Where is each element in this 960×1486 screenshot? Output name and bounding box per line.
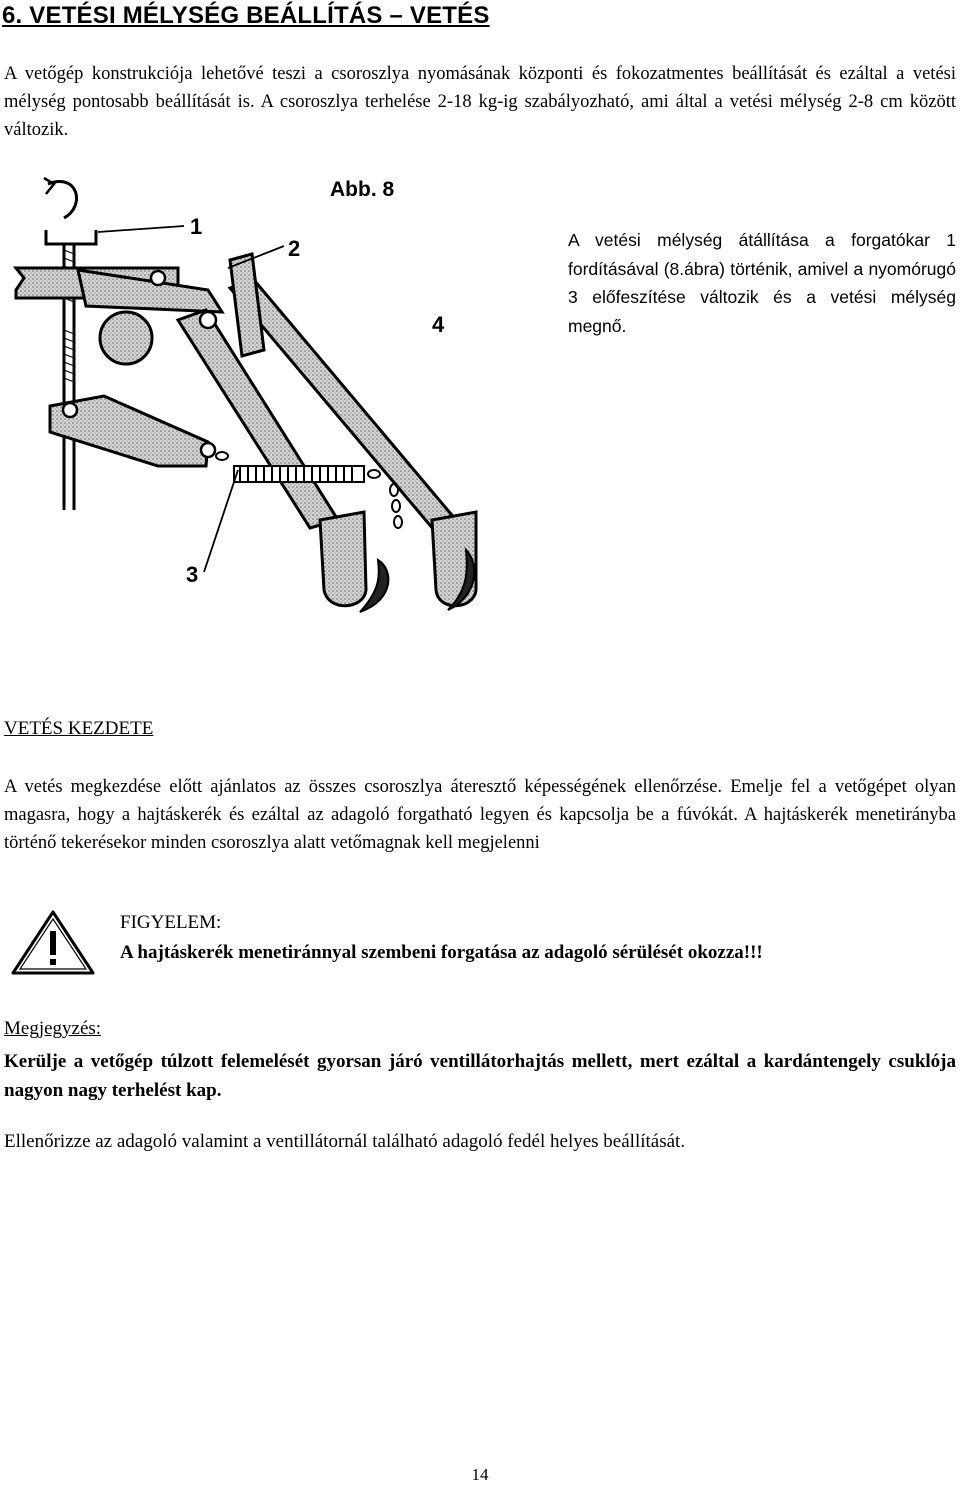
front-coulter-boot <box>320 512 366 606</box>
warning-title: FIGYELEM: <box>120 912 222 933</box>
callout-2: 2 <box>288 236 301 261</box>
section-title: 6. VETÉSI MÉLYSÉG BEÁLLÍTÁS – VETÉS <box>2 2 490 29</box>
callout-3: 3 <box>186 562 199 587</box>
rotation-arrow-icon <box>44 178 77 218</box>
callout-4: 4 <box>432 312 445 337</box>
sowing-start-paragraph: A vetés megkezdése előtt ajánlatos az összes csoroszlya áteresztő képességének ellenőrzése. Emelje fel a vetőgépet olyan magasra, hogy a hajtáskerék és ezáltal az adagoló forgatható legyen és kapcsolja be a fúvókát. A hajtáskerék menetirányba történő tekerésekor minden csoroszlya alatt vetőmagnak kell megjelenni <box>4 777 956 853</box>
callout-1: 1 <box>190 214 203 239</box>
note-text: Kerülje a vetőgép túlzott felemelését gyorsan járó ventillátorhajtás mellett, mert ezáltal a kardántengely csuklója nagyon nagy terhelést kap. <box>4 1051 956 1101</box>
closing-paragraph: Ellenőrizze az adagoló valamint a ventillátornál található adagoló fedél helyes beállítását. <box>4 1131 686 1152</box>
warning-text: A hajtáskerék menetiránnyal szembeni forgatása az adagoló sérülését okozza!!! <box>120 942 763 963</box>
seed-drill-figure <box>8 170 478 620</box>
upright-post <box>230 254 264 356</box>
note-label: Megjegyzés: <box>4 1018 102 1039</box>
pressure-roller <box>100 312 152 364</box>
compression-spring <box>234 466 364 482</box>
figure-label: Abb. 8 <box>330 178 395 201</box>
warning-triangle-icon <box>10 909 96 977</box>
sowing-start-title: VETÉS KEZDETE <box>4 718 154 739</box>
intro-paragraph: A vetőgép konstrukciója lehetővé teszi a csoroszlya nyomásának központi és fokozatmentes beállítását és ezáltal a vetési mélység pontosabb beállítását is. A csoroszlya terhelése 2-18 kg-ig szabályozható, ami által a vetési mélység 2-8 cm között változik. <box>4 64 956 140</box>
page-number: 14 <box>471 1465 489 1484</box>
figure-caption: A vetési mélység átállítása a forgatókar 1 fordításával (8.ábra) történik, amivel a nyomórugó 3 előfeszítése változik és a vetési mélység megnő. <box>568 230 956 336</box>
